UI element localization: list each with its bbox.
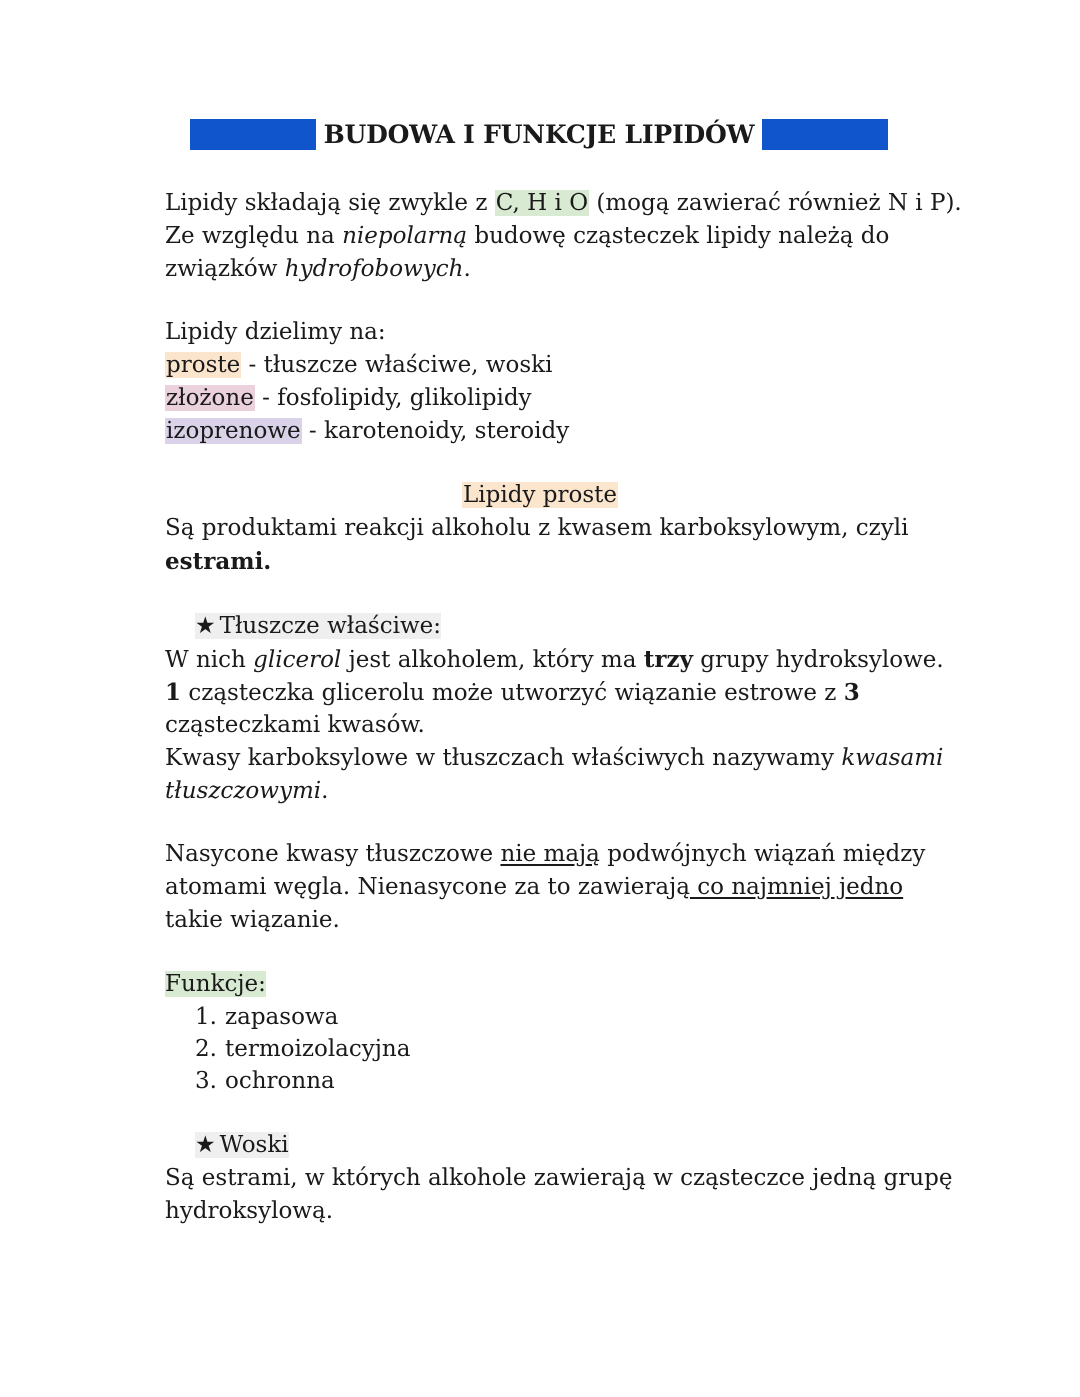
fats-text: grupy hydroksylowe. [692, 647, 944, 673]
waxes-heading-row [195, 1129, 289, 1162]
list-number: 2. [195, 1036, 217, 1062]
fats-line-4 [165, 742, 943, 775]
section-heading-simple: Lipidy proste [463, 482, 617, 508]
functions-heading-row [165, 968, 266, 1001]
intro-italic: niepolarną [342, 223, 468, 249]
division-item-proste [165, 349, 552, 382]
fats-line-1 [165, 643, 944, 676]
list-text: ochronna [225, 1068, 335, 1094]
fats-heading-text: Tłuszcze właściwe: [219, 613, 442, 639]
intro-text: (mogą zawierać również N i P). [589, 190, 962, 216]
list-text: termoizolacyjna [225, 1036, 411, 1062]
fats-line-2 [165, 676, 860, 709]
fats-italic: glicerol [253, 647, 342, 673]
intro-text: Ze względu na [165, 223, 343, 249]
acids-line-2 [165, 871, 903, 904]
star-icon: ★ [195, 613, 216, 639]
fats-italic: kwasami [841, 745, 944, 771]
division-term: proste [166, 352, 241, 378]
fats-text: . [321, 778, 329, 804]
division-item-izoprenowe [165, 415, 569, 448]
division-term: izoprenowe [166, 418, 301, 444]
acids-text: atomami węgla. Nienasycone za to zawierają [165, 874, 690, 900]
acids-text: podwójnych wiązań między [599, 841, 926, 867]
waxes-line-2: hydroksylową. [165, 1198, 334, 1224]
fats-line-3: cząsteczkami kwasów. [165, 712, 425, 738]
list-number: 1. [195, 1004, 217, 1030]
acids-underline: co najmniej jedno [689, 874, 904, 900]
intro-text: Lipidy składają się zwykle z [165, 190, 495, 216]
acids-text: Nasycone kwasy tłuszczowe [165, 841, 501, 867]
page-title: BUDOWA I FUNKCJE LIPIDÓW [323, 120, 755, 149]
fats-italic: tłuszczowymi [165, 778, 322, 804]
acids-line-3: takie wiązanie. [165, 907, 340, 933]
acids-underline: nie mają [500, 841, 600, 867]
functions-heading: Funkcje: [165, 971, 266, 997]
title-bar-left [190, 119, 316, 150]
waxes-heading [195, 1132, 289, 1158]
simple-line-1: Są produktami reakcji alkoholu z kwasem karboksylowym, czyli [165, 515, 909, 541]
division-item-zlozone [165, 382, 532, 415]
section-heading-row [0, 479, 1080, 512]
division-heading: Lipidy dzielimy na: [165, 319, 386, 345]
fats-text: W nich [165, 647, 254, 673]
waxes-line-1: Są estrami, w których alkohole zawierają w cząsteczce jedną grupę [165, 1165, 953, 1191]
intro-text: . [463, 256, 471, 282]
fats-text: jest alkoholem, który ma [341, 647, 644, 673]
division-desc: - fosfolipidy, glikolipidy [254, 385, 532, 411]
acids-line-1 [165, 838, 925, 871]
waxes-heading-text: Woski [219, 1132, 289, 1158]
fats-bold: 1 [165, 679, 182, 706]
fats-bold: 3 [843, 679, 860, 706]
functions-item [195, 1065, 335, 1098]
intro-line-2 [165, 220, 889, 253]
division-desc: - tłuszcze właściwe, woski [241, 352, 553, 378]
fats-bold: trzy [643, 646, 693, 673]
intro-text: związków [165, 256, 285, 282]
functions-item [195, 1033, 410, 1066]
fats-heading [195, 613, 441, 639]
star-icon: ★ [195, 1132, 216, 1158]
intro-line-3 [165, 253, 471, 286]
intro-italic: hydrofobowych [284, 256, 464, 282]
intro-line-1 [165, 187, 962, 220]
division-term: złożone [166, 385, 254, 411]
fats-heading-row [195, 610, 441, 643]
functions-item [195, 1001, 338, 1034]
fats-line-5 [165, 775, 328, 808]
list-number: 3. [195, 1068, 217, 1094]
title-bar-right [762, 119, 888, 150]
intro-text: budowę cząsteczek lipidy należą do [467, 223, 890, 249]
fats-text: cząsteczka glicerolu może utworzyć wiązanie estrowe z [181, 680, 844, 706]
simple-line-2: estrami. [165, 548, 272, 575]
list-text: zapasowa [225, 1004, 339, 1030]
title-row [190, 118, 888, 151]
division-desc: - karotenoidy, steroidy [301, 418, 570, 444]
elements-highlight: C, H i O [495, 190, 589, 216]
fats-text: Kwasy karboksylowe w tłuszczach właściwych nazywamy [165, 745, 842, 771]
